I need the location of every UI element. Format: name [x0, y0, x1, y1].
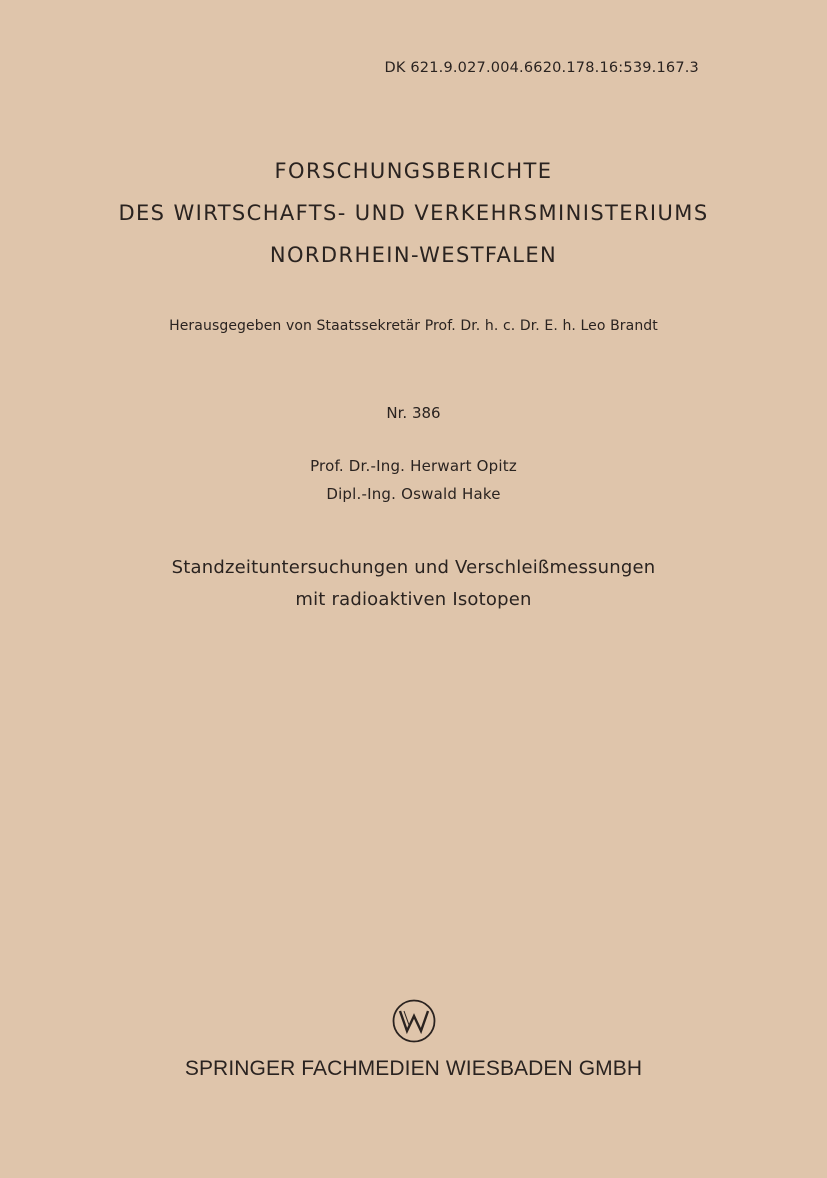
publisher-name: SPRINGER FACHMEDIEN WIESBADEN GMBH: [184, 1057, 643, 1080]
series-title-line-2: DES WIRTSCHAFTS- UND VERKEHRSMINISTERIUMS: [118, 201, 709, 225]
editor-line: Herausgegeben von Staatssekretär Prof. Dr. h. c. Dr. E. h. Leo Brandt: [169, 318, 658, 334]
book-title-line-2: mit radioaktiven Isotopen: [295, 589, 532, 610]
report-number: Nr. 386: [386, 404, 441, 422]
author-1: Prof. Dr.-Ing. Herwart Opitz: [310, 457, 517, 475]
series-title-line-3: NORDRHEIN-WESTFALEN: [269, 243, 558, 267]
springer-vw-logo-icon: [392, 999, 436, 1043]
series-title-line-1: FORSCHUNGSBERICHTE: [274, 159, 553, 183]
author-2: Dipl.-Ing. Oswald Hake: [326, 485, 501, 503]
classification-code: DK 621.9.027.004.6620.178.16:539.167.3: [384, 60, 699, 76]
book-title-line-1: Standzeituntersuchungen und Verschleißmessungen: [171, 557, 656, 578]
